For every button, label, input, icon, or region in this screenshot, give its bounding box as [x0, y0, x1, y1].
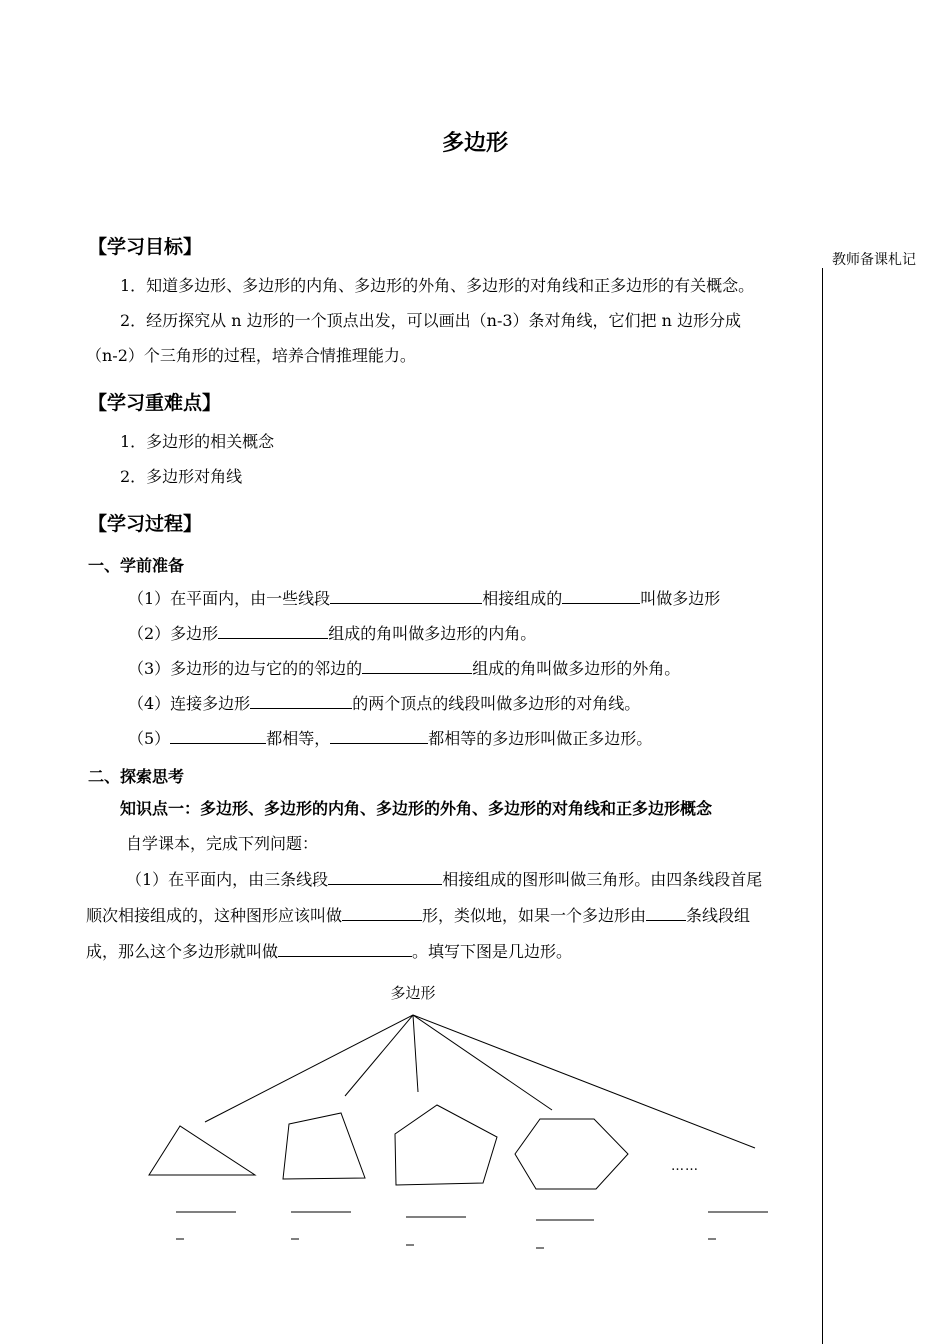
- branch-line: [413, 1015, 755, 1148]
- prep-question-1: （1）在平面内，由一些线段 相接组成的 叫做多边形: [128, 589, 721, 608]
- explore-para-line-2: 顺次相接组成的，这种图形应该叫做 形，类似地，如果一个多边形由 条线段组: [86, 906, 751, 925]
- branch-line: [413, 1015, 418, 1092]
- section1-heading: 一、学前准备: [88, 556, 185, 575]
- prep-question-4: （4）连接多边形 的两个顶点的线段叫做多边形的对角线。: [128, 694, 641, 713]
- teacher-notes-label: 教师备课札记: [832, 252, 916, 268]
- key-points-heading: 【学习重难点】: [88, 392, 222, 414]
- section2-heading: 二、探索思考: [88, 767, 185, 786]
- goal-item-1: 1．知道多边形、多边形的内角、多边形的外角、多边形的对角线和正多边形的有关概念。: [120, 276, 755, 295]
- key-point-2: 2．多边形对角线: [120, 467, 243, 486]
- knowledge-point-1: 知识点一：多边形、多边形的内角、多边形的外角、多边形的对角线和正多边形概念: [120, 799, 713, 818]
- goals-heading: 【学习目标】: [88, 236, 203, 258]
- pentagon-shape: [395, 1105, 497, 1185]
- branch-line: [205, 1015, 413, 1122]
- prep-question-2: （2）多边形 组成的角叫做多边形的内角。: [128, 624, 537, 643]
- explore-para-line-1: （1）在平面内，由三条线段 相接组成的图形叫做三角形。由四条线段首尾: [126, 870, 763, 889]
- goal-item-2: 2．经历探究从 n 边形的一个顶点出发，可以画出（n-3）条对角线，它们把 n 边形分成: [120, 311, 742, 330]
- prep-question-5: （5） 都相等， 都相等的多边形叫做正多边形。: [128, 729, 653, 748]
- diagram-root-label: 多边形: [390, 984, 436, 1002]
- process-heading: 【学习过程】: [88, 513, 203, 535]
- prep-question-3: （3）多边形的边与它的的邻边的 组成的角叫做多边形的外角。: [128, 659, 681, 678]
- branch-line: [345, 1015, 413, 1096]
- quadrilateral-shape: [283, 1113, 365, 1179]
- goal-item-2-cont: （n-2）个三角形的过程，培养合情推理能力。: [86, 346, 416, 365]
- triangle-shape: [149, 1126, 255, 1175]
- self-study-intro: 自学课本，完成下列问题：: [126, 834, 319, 853]
- page-title: 多边形: [441, 131, 508, 156]
- hexagon-shape: [515, 1119, 628, 1189]
- explore-para-line-3: 成，那么这个多边形就叫做 。填写下图是几边形。: [86, 942, 573, 961]
- ellipsis-label: ……: [671, 1159, 699, 1174]
- branch-line: [413, 1015, 552, 1110]
- key-point-1: 1．多边形的相关概念: [120, 432, 275, 451]
